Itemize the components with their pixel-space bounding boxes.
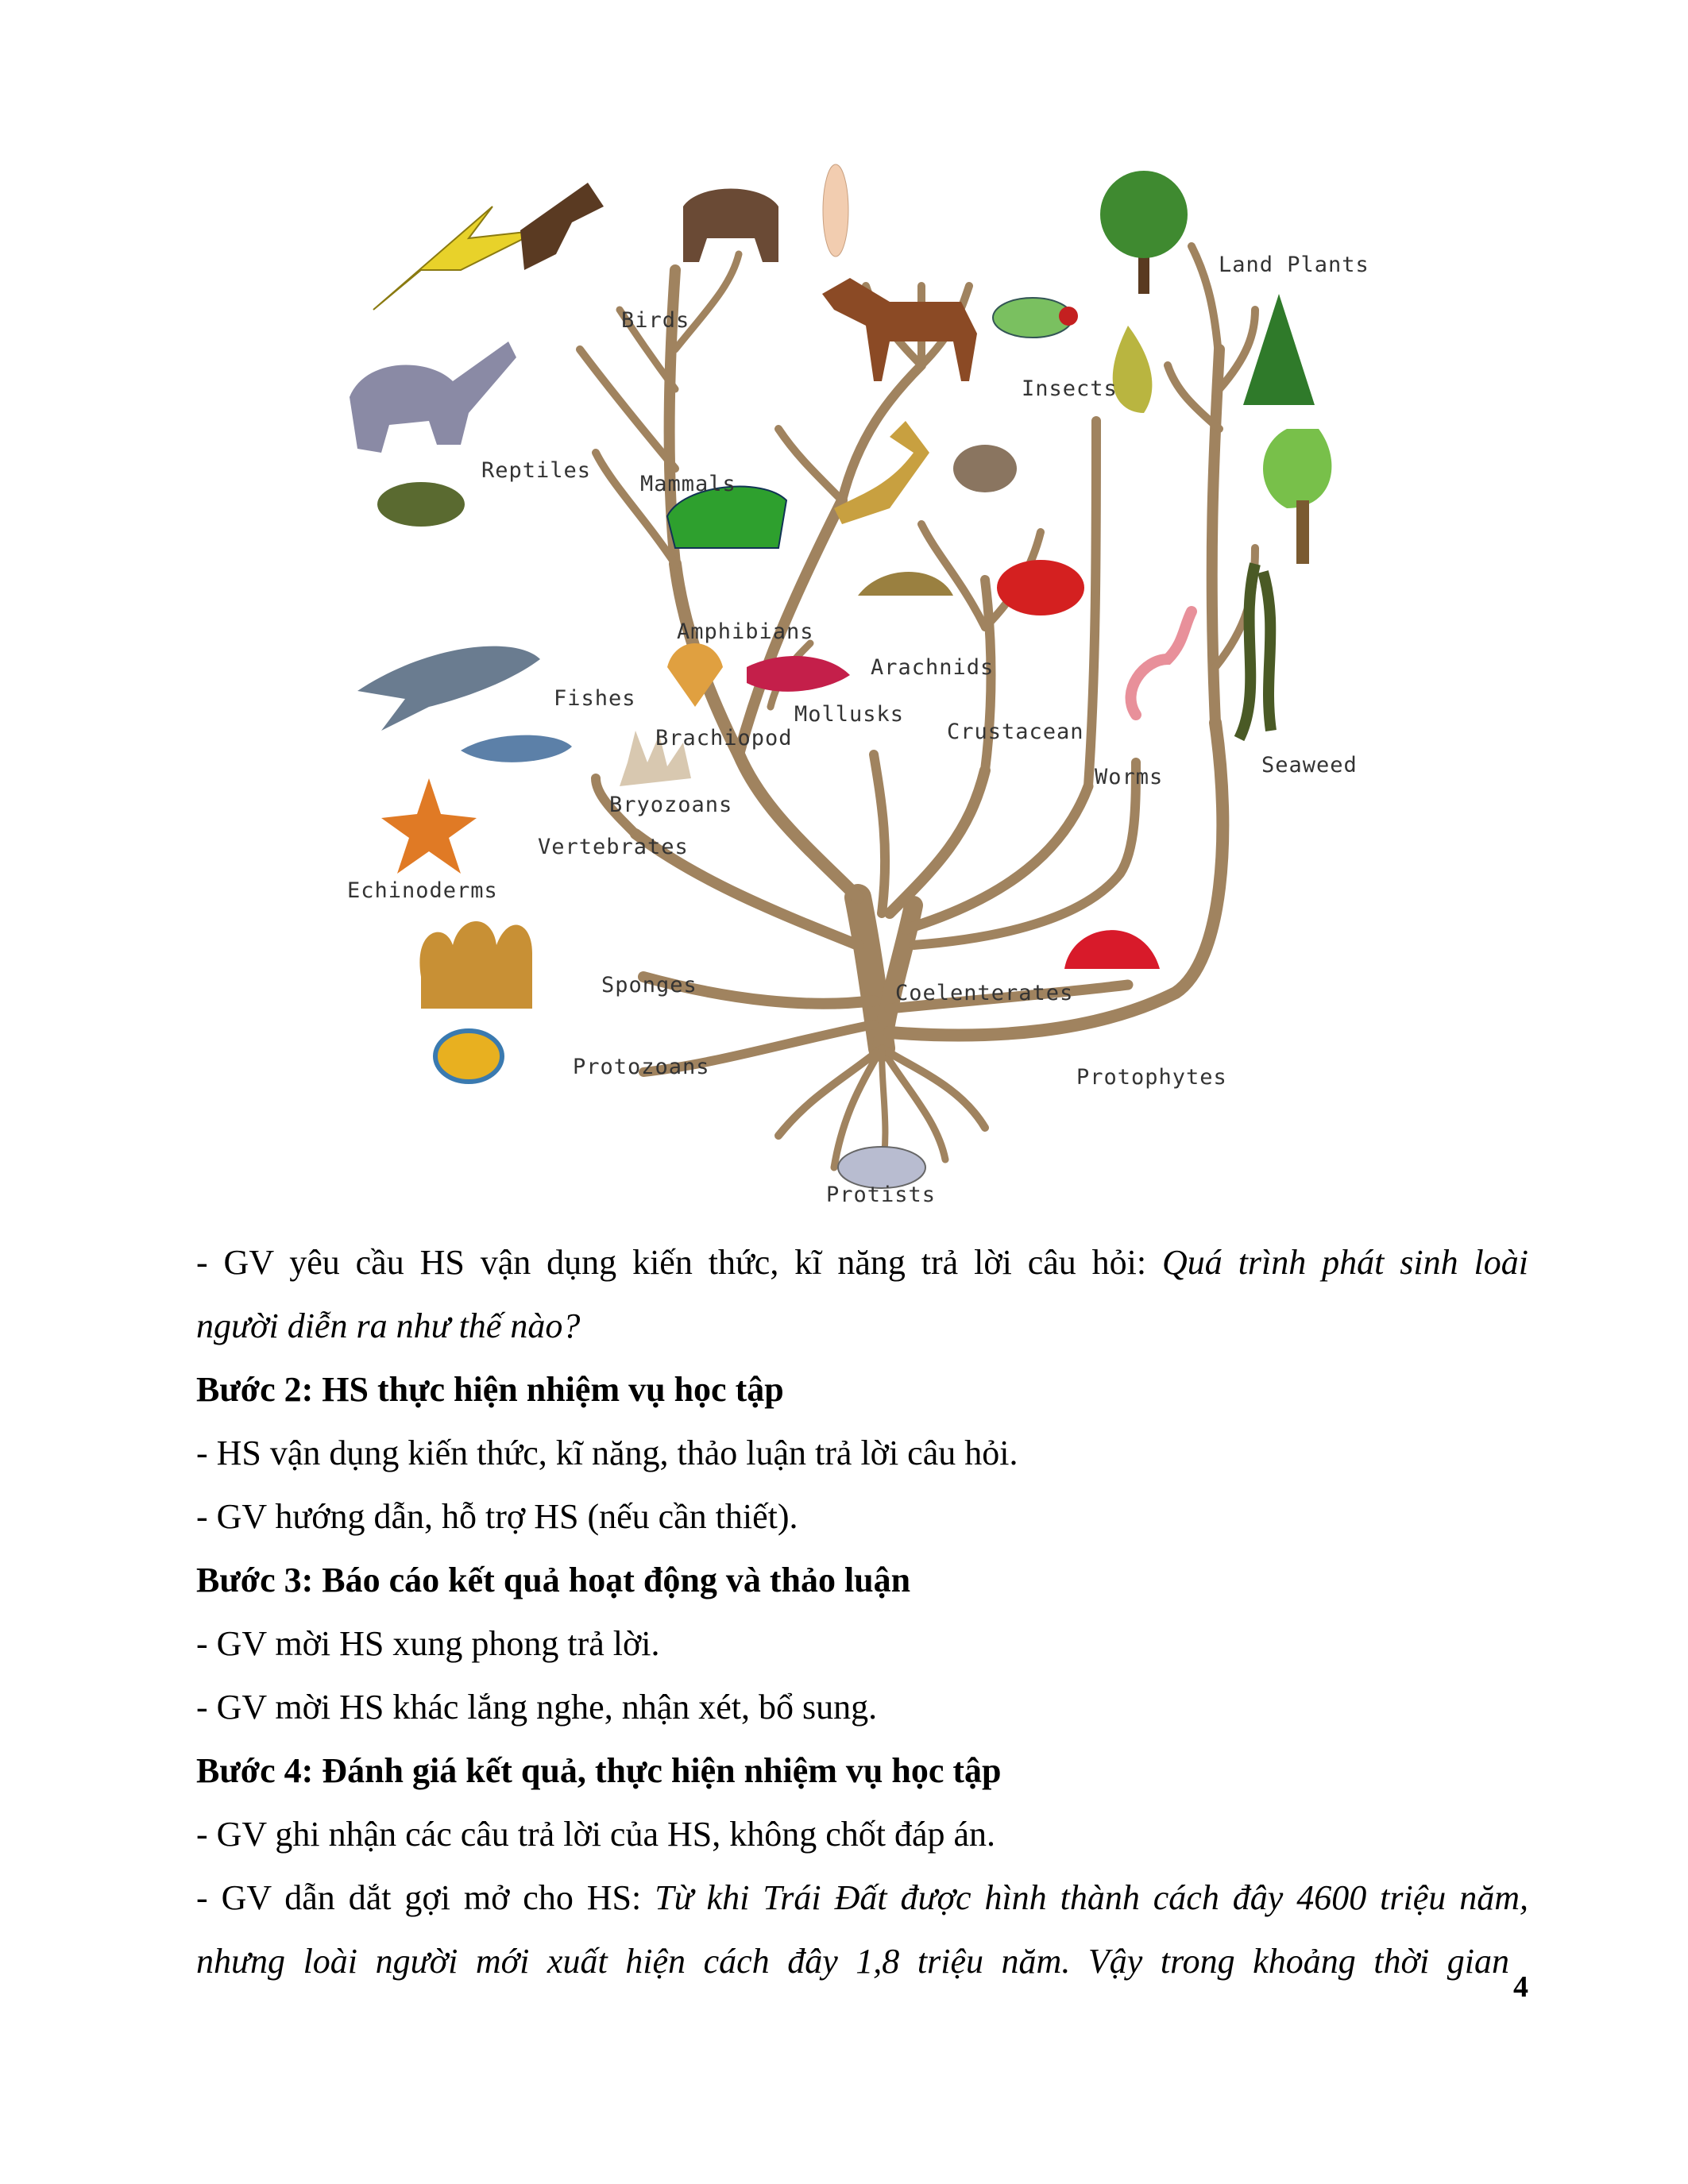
tree-of-life-figure bbox=[334, 151, 1430, 1215]
human-icon bbox=[823, 164, 848, 257]
label-echinoderms: Echinoderms bbox=[347, 878, 498, 903]
crab-icon bbox=[997, 560, 1084, 615]
step3-heading: Bước 3: Báo cáo kết quả hoạt động và thảo luận bbox=[196, 1561, 911, 1599]
step4-item-2-italic: Từ khi Trái Đất được hình thành cách đây 4600 triệu năm, bbox=[655, 1878, 1528, 1917]
worm-icon bbox=[1131, 612, 1192, 715]
step2-item-2: - GV hướng dẫn, hỗ trợ HS (nếu cần thiết). bbox=[196, 1497, 798, 1536]
step2-heading: Bước 2: HS thực hiện nhiệm vụ học tập bbox=[196, 1370, 784, 1409]
eagle-icon bbox=[520, 183, 604, 270]
label-crustacean: Crustacean bbox=[947, 720, 1084, 744]
paragraph-question bbox=[196, 1245, 1528, 1280]
label-land-plants: Land Plants bbox=[1219, 253, 1369, 277]
step2-item-1: - HS vận dụng kiến thức, kĩ năng, thảo luận trả lời câu hỏi. bbox=[196, 1433, 1018, 1472]
tree-branches bbox=[580, 246, 1255, 1175]
seaweed-icon bbox=[1239, 564, 1271, 739]
label-reptiles: Reptiles bbox=[481, 458, 592, 483]
horse-icon bbox=[822, 278, 977, 381]
label-brachiopod: Brachiopod bbox=[655, 726, 793, 751]
label-protists: Protists bbox=[826, 1183, 937, 1207]
label-arachnids: Arachnids bbox=[871, 655, 995, 680]
turtle-icon bbox=[377, 482, 465, 527]
label-fishes: Fishes bbox=[554, 686, 636, 711]
question-text-continued: người diễn ra như thế nào? bbox=[196, 1306, 581, 1345]
oak-tree-icon bbox=[1100, 171, 1188, 294]
step4-item-1: - GV ghi nhận các câu trả lời của HS, không chốt đáp án. bbox=[196, 1815, 996, 1854]
horseshoe-crab-icon bbox=[858, 572, 953, 596]
step3-item-2: - GV mời HS khác lắng nghe, nhận xét, bổ sung. bbox=[196, 1688, 878, 1727]
fern-icon bbox=[1113, 326, 1153, 413]
page-number: 4 bbox=[1513, 1970, 1528, 2004]
step4-item-2-intro: - GV dẫn dắt gợi mở cho HS: bbox=[196, 1878, 655, 1917]
palm-icon bbox=[1263, 429, 1331, 508]
label-seaweed: Seaweed bbox=[1261, 753, 1358, 778]
label-protophytes: Protophytes bbox=[1076, 1065, 1227, 1090]
sea-anemone-icon bbox=[1064, 930, 1160, 969]
label-sponges: Sponges bbox=[601, 973, 697, 997]
gorilla-icon bbox=[683, 189, 778, 263]
pterosaur-icon bbox=[373, 206, 540, 310]
step4-heading: Bước 4: Đánh giá kết quả, thực hiện nhiệm vụ học tập bbox=[196, 1751, 1002, 1790]
step3-item-1: - GV mời HS xung phong trả lời. bbox=[196, 1624, 660, 1663]
fly-eye-icon bbox=[1059, 307, 1078, 326]
shark-icon bbox=[357, 646, 540, 731]
step4-item-2-continued: nhưng loài người mới xuất hiện cách đây 1,8 triệu năm. Vậy trong khoảng thời gian bbox=[196, 1942, 1509, 1981]
label-protozoans: Protozoans bbox=[573, 1055, 710, 1079]
label-vertebrates: Vertebrates bbox=[538, 835, 689, 859]
tuna-icon bbox=[461, 735, 572, 762]
question-intro: - GV yêu cầu HS vận dụng kiến thức, kĩ năng trả lời câu hỏi: bbox=[196, 1243, 1163, 1282]
label-mammals: Mammals bbox=[640, 472, 736, 496]
squid-icon bbox=[747, 656, 850, 692]
label-mollusks: Mollusks bbox=[794, 702, 905, 727]
sponge-icon bbox=[419, 921, 532, 1009]
spider-icon bbox=[953, 445, 1017, 492]
label-insects: Insects bbox=[1022, 376, 1118, 401]
label-coelenterates: Coelenterates bbox=[895, 981, 1074, 1005]
palm-trunk-icon bbox=[1296, 500, 1309, 564]
step4-item-2 bbox=[196, 1878, 1528, 1917]
label-amphibians: Amphibians bbox=[677, 619, 814, 644]
label-bryozoans: Bryozoans bbox=[609, 793, 733, 817]
starfish-icon bbox=[381, 778, 477, 874]
protozoan-icon bbox=[435, 1031, 502, 1082]
question-text: Quá trình phát sinh loài bbox=[1162, 1243, 1529, 1282]
label-birds: Birds bbox=[621, 308, 690, 333]
dinosaur-icon bbox=[350, 341, 516, 453]
label-worms: Worms bbox=[1095, 765, 1164, 789]
